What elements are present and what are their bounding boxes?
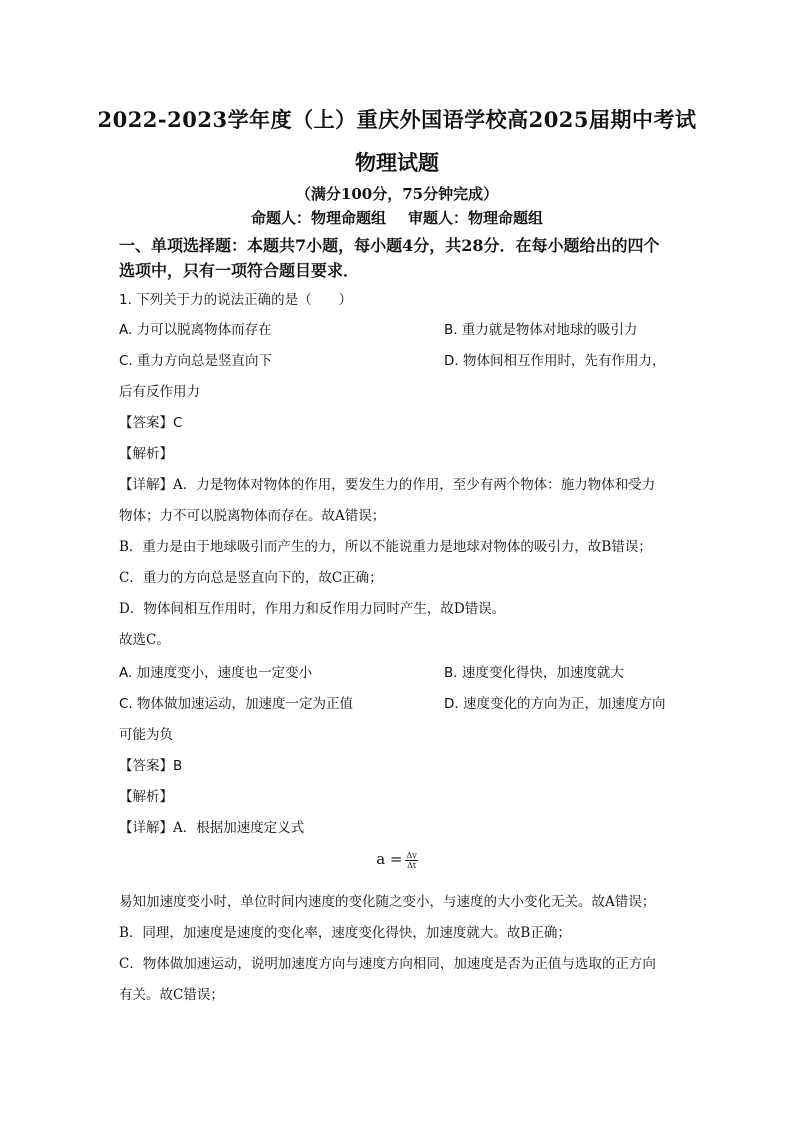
q1-analysis-label: 【解析】 bbox=[119, 446, 173, 462]
q1-option-a: A. 力可以脱离物体而存在 bbox=[119, 322, 272, 338]
question-reviewer: 审题人：物理命题组 bbox=[408, 209, 544, 227]
q2-analysis-label: 【解析】 bbox=[119, 789, 173, 805]
q2-detail-4: C．物体做加速运动，说明加速度方向与速度方向相同，加速度是否为正值与选取的正方向 bbox=[119, 956, 656, 972]
q1-detail-1: 【详解】A．力是物体对物体的作用，要发生力的作用，至少有两个物体：施力物体和受力 bbox=[119, 477, 656, 493]
q2-option-d: D. 速度变化的方向为正，加速度方向 bbox=[444, 696, 666, 712]
q2-detail-5: 有关。故C错误； bbox=[119, 987, 224, 1003]
q1-detail-4: C．重力的方向总是竖直向下的，故C正确； bbox=[119, 570, 383, 586]
exam-score-time: （满分100分，75分钟完成） bbox=[295, 185, 499, 203]
exam-title: 2022-2023学年度（上）重庆外国语学校高2025届期中考试 bbox=[97, 107, 697, 132]
q1-answer: 【答案】C bbox=[119, 415, 183, 431]
q1-option-d-cont: 后有反作用力 bbox=[119, 384, 200, 400]
q2-answer: 【答案】B bbox=[119, 758, 183, 774]
q1-option-c: C. 重力方向总是竖直向下 bbox=[119, 353, 273, 369]
q2-detail-1: 【详解】A．根据加速度定义式 bbox=[119, 820, 305, 836]
exam-subject: 物理试题 bbox=[355, 150, 439, 175]
q2-option-b: B. 速度变化得快，加速度就大 bbox=[444, 665, 624, 681]
question-setter: 命题人：物理命题组 bbox=[250, 209, 386, 227]
q1-stem: 1. 下列关于力的说法正确的是（ ） bbox=[119, 292, 353, 308]
formula-denominator: Δt bbox=[407, 860, 417, 870]
section-heading-line2: 选项中，只有一项符合题目要求． bbox=[119, 261, 360, 280]
q1-conclusion: 故选C。 bbox=[119, 632, 170, 648]
formula-fraction bbox=[405, 851, 417, 870]
acceleration-formula bbox=[0, 850, 794, 870]
q2-detail-2: 易知加速度变小时，单位时间内速度的变化随之变小，与速度的大小变化无关。故A错误； bbox=[119, 894, 656, 910]
q1-detail-5: D．物体间相互作用时，作用力和反作用力同时产生，故D错误。 bbox=[119, 601, 506, 617]
q2-option-a: A. 加速度变小，速度也一定变小 bbox=[119, 665, 313, 681]
q1-detail-2: 物体；力不可以脱离物体而存在。故A错误； bbox=[119, 508, 386, 524]
section-heading-line1: 一、单项选择题：本题共7小题，每小题4分，共28分．在每小题给出的四个 bbox=[119, 236, 660, 255]
exam-authors bbox=[0, 207, 794, 228]
formula-numerator: Δv bbox=[406, 850, 417, 860]
q1-option-b: B. 重力就是物体对地球的吸引力 bbox=[444, 322, 638, 338]
q1-detail-3: B．重力是由于地球吸引而产生的力，所以不能说重力是地球对物体的吸引力，故B错误； bbox=[119, 539, 652, 555]
q2-option-c: C. 物体做加速运动，加速度一定为正值 bbox=[119, 696, 354, 712]
q2-option-d-cont: 可能为负 bbox=[119, 727, 173, 743]
formula-lhs: a = bbox=[376, 850, 403, 868]
q2-detail-3: B．同理，加速度是速度的变化率，速度变化得快，加速度就大。故B正确； bbox=[119, 925, 571, 941]
q1-option-d: D. 物体间相互作用时，先有作用力， bbox=[444, 353, 666, 369]
